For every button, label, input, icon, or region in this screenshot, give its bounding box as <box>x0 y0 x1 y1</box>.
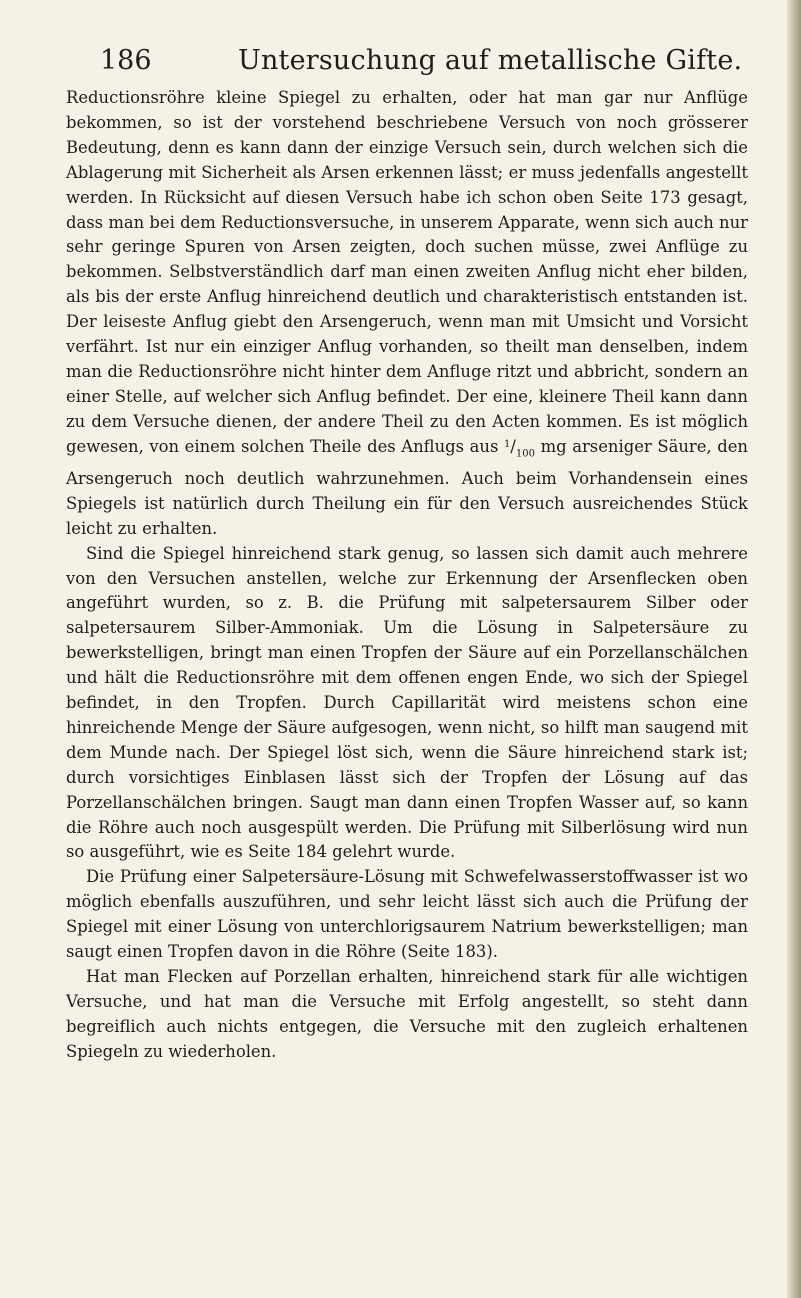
page-number: 186 <box>100 45 152 76</box>
paragraph-1-part-b: mg arseniger Säure, den Arsengeruch noch deutlich wahrzunehmen. Auch beim Vorhandensein eines Spiegels ist natürlich durch Theilung ein für den Versuch ausreichendes Stück leicht zu erhalten. <box>66 436 748 538</box>
fraction-numerator: 1 <box>503 438 511 450</box>
page-header <box>100 44 780 78</box>
paragraph-1 <box>66 86 748 542</box>
page-edge-shadow <box>787 0 801 1298</box>
paragraph-3: Die Prüfung einer Salpetersäure-Lösung mit Schwefelwasserstoffwasser ist wo möglich ebenfalls auszuführen, und sehr leicht lässt sich auch die Prüfung der Spiegel mit einer Lösung von unterchlorigsaurem Natrium bewerkstelligen; man saugt einen Tropfen davon in die Röhre (Seite 183). <box>66 867 748 962</box>
fraction-denominator: 100 <box>515 447 535 459</box>
paragraph-2: Sind die Spiegel hinreichend stark genug, so lassen sich damit auch mehrere von den Versuchen anstellen, welche zur Erkennung der Arsenflecken oben angeführt wurden, so z. B. die Prüfung mit salpetersaurem Silber oder salpetersaurem Silber-Ammoniak. Um die Lösung in Salpetersäure zu bewerkstelligen, bringt man einen Tropfen der Säure auf ein Porzellanschälchen und hält die Reductionsröhre mit dem offenen engen Ende, wo sich der Spiegel befindet, in den Tropfen. Durch Capillarität wird meistens schon eine hinreichende Menge der Säure aufgesogen, wenn nicht, so hilft man saugend mit dem Munde nach. Der Spiegel löst sich, wenn die Säure hinreichend stark ist; durch vorsichtiges Einblasen lässt sich der Tropfen der Lösung auf das Porzellanschälchen bringen. Saugt man dann einen Tropfen Wasser auf, so kann die Röhre auch noch ausgespült werden. Die Prüfung mit Silberlösung wird nun so ausgeführt, wie es Seite 184 gelehrt wurde. <box>66 543 748 862</box>
paragraph-1-part-a: Reductionsröhre kleine Spiegel zu erhalten, oder hat man gar nur Anflüge bekommen, so ist der vorstehend beschriebene Versuch von noch grösserer Bedeutung, denn es kann dann der einzige Versuch sein, durch welchen sich die Ablagerung mit Sicherheit als Arsen erkennen lässt; er muss jedenfalls angestellt werden. In Rücksicht auf diesen Versuch habe ich schon oben Seite 173 gesagt, dass man bei dem Reductionsversuche, in unserem Apparate, wenn sich auch nur sehr geringe Spuren von Arsen zeigten, doch suchen müsse, zwei Anflüge zu bekommen. Selbstverständlich darf man einen zweiten Anflug nicht eher bilden, als bis der erste Anflug hinreichend deutlich und charakteristisch entstanden ist. Der leiseste Anflug giebt den Arsengeruch, wenn man mit Umsicht und Vorsicht verfährt. Ist nur ein einziger Anflug vorhanden, so theilt man denselben, indem man die Reductionsröhre nicht hinter dem Anfluge ritzt und abbricht, sondern an einer Stelle, auf welcher sich Anflug befindet. Der eine, kleinere Theil kann dann zu dem Versuche dienen, der andere Theil zu den Acten kommen. Es ist möglich gewesen, von einem solchen Theile des Anflugs aus <box>66 88 748 456</box>
paragraph-4: Hat man Flecken auf Porzellan erhalten, hinreichend stark für alle wichtigen Versuche, und hat man die Versuche mit Erfolg angestellt, so steht dann begreiflich auch nichts entgegen, die Versuche mit den zugleich erhaltenen Spiegeln zu wiederholen. <box>66 967 748 1061</box>
fraction-one-hundredth: $^1/_{100}$ <box>503 436 535 459</box>
running-title: Untersuchung auf metallische Gifte. <box>238 45 743 76</box>
body-text <box>66 86 748 1065</box>
